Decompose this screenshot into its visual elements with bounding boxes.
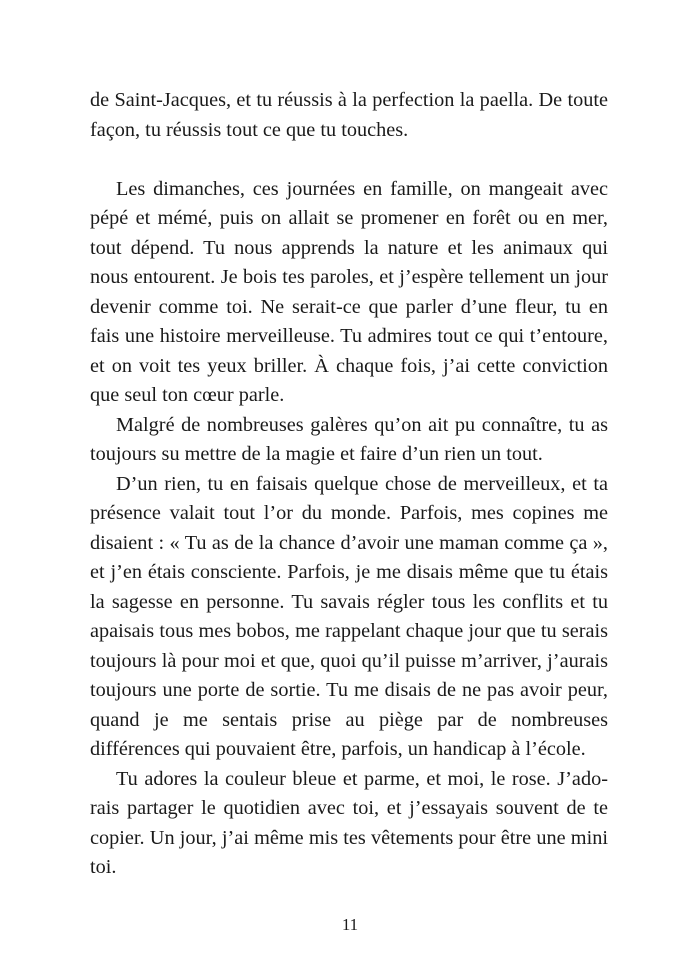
paragraph-continued: de Saint-Jacques, et tu réussis à la perfection la paella. De toute façon, tu réussis tout ce que tu touches. — [90, 89, 608, 141]
page-number: 11 — [341, 915, 359, 934]
book-page-body — [90, 86, 608, 883]
paragraph-wisdom: D’un rien, tu en faisais quelque chose de merveilleux, et ta présence valait tout l’or du monde. Parfois, mes copines me disaient : « Tu as de la chance d’avoir une maman comme ça », et j’en étais consciente. Parfois, je me disais même que tu étais la sagesse en personne. Tu savais régler tous les conflits et tu apaisais tous mes bobos, me rappelant chaque jour que tu serais toujours là pour moi et que, quoi qu’il puisse m’arriver, j’aurais toujours une porte de sortie. Tu me disais de ne pas avoir peur, quand je me sentais prise au piège par de nombreuses différences qui pouvaient être, parfois, un handicap à l’école. — [90, 472, 608, 760]
paragraph-colors: Tu adores la couleur bleue et parme, et moi, le rose. J’adorais partager le quotidien avec toi, et j’essayais souvent de te copier. Un jour, j’ai même mis tes vêtements pour être une mini toi. — [90, 767, 608, 878]
paragraph-sundays: Les dimanches, ces journées en famille, on mangeait avec pépé et mémé, puis on allait se promener en forêt ou en mer, tout dépend. Tu nous apprends la nature et les animaux qui nous entourent. Je bois tes paroles, et j’espère tellement un jour devenir comme toi. Ne serait-ce que parler d’une fleur, tu en fais une histoire merveilleuse. Tu admires tout ce qui t’entoure, et on voit tes yeux briller. À chaque fois, j’ai cette conviction que seul ton cœur parle. — [90, 177, 608, 406]
paragraph-magic: Malgré de nombreuses galères qu’on ait pu connaître, tu as toujours su mettre de la magie et faire d’un rien un tout. — [90, 413, 608, 465]
